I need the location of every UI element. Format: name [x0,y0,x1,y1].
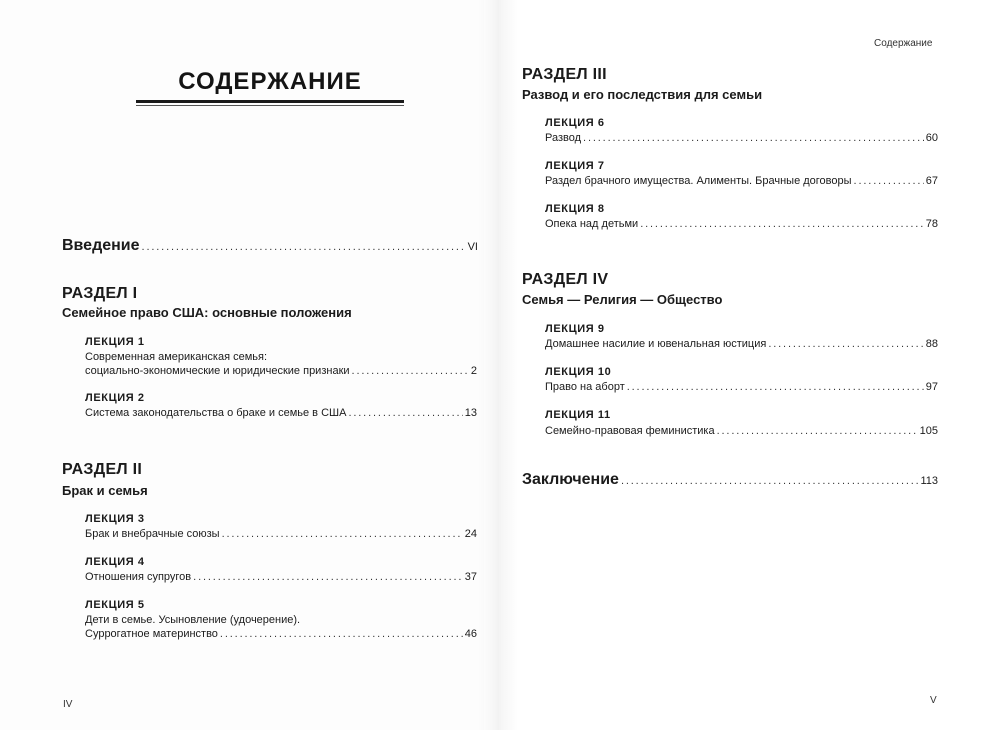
lecture-8-title: Опека над детьми [545,218,639,230]
lecture-1-line-2: социально-экономические и юридические признаки [85,365,350,377]
lecture-11-page: 105 [919,425,938,437]
leader-dots [193,570,463,584]
toc-entry-lecture-1[interactable] [85,364,477,378]
intro-page: VI [467,241,478,253]
lecture-3-title: Брак и внебрачные союзы [85,528,220,540]
section-2-title: Брак и семья [62,483,148,498]
lecture-8-label: ЛЕКЦИЯ 8 [545,203,605,215]
lecture-6-page: 60 [925,132,938,144]
section-1-label: РАЗДЕЛ I [62,285,138,302]
section-4-title: Семья — Религия — Общество [522,292,723,307]
lecture-2-title: Система законодательства о браке и семье в США [85,407,347,419]
lecture-10-title: Право на аборт [545,381,625,393]
lecture-5-line-1[interactable]: Дети в семье. Усыновление (удочерение). [85,614,301,626]
toc-entry-lecture-6[interactable] [545,131,938,145]
lecture-4-label: ЛЕКЦИЯ 4 [85,556,145,568]
lecture-4-page: 37 [464,571,477,583]
lecture-1-line-1[interactable]: Современная американская семья: [85,351,268,363]
lecture-7-page: 67 [925,175,938,187]
lecture-11-title: Семейно-правовая феминистика [545,425,715,437]
lecture-10-page: 97 [925,381,938,393]
toc-entry-lecture-9[interactable] [545,337,938,351]
lecture-2-page: 13 [464,407,477,419]
lecture-1-page: 2 [470,365,477,377]
heading-rule [136,100,404,103]
toc-entry-lecture-10[interactable] [545,380,938,394]
section-4-label: РАЗДЕЛ IV [522,271,609,288]
toc-entry-lecture-5[interactable] [85,627,477,641]
section-3-title: Развод и его последствия для семьи [522,87,763,102]
lecture-5-line-2: Суррогатное материнство [85,628,218,640]
section-2-label: РАЗДЕЛ II [62,461,143,478]
toc-entry-lecture-7[interactable] [545,174,938,188]
leader-dots [348,406,462,420]
leader-dots [621,471,919,491]
lecture-5-label: ЛЕКЦИЯ 5 [85,599,145,611]
toc-entry-lecture-3[interactable] [85,527,477,541]
leader-dots [142,237,466,257]
lecture-9-page: 88 [925,338,938,350]
conclusion-label: Заключение [522,471,619,488]
leader-dots [220,627,463,641]
lecture-9-label: ЛЕКЦИЯ 9 [545,323,605,335]
lecture-8-page: 78 [925,218,938,230]
lecture-9-title: Домашнее насилие и ювенальная юстиция [545,338,767,350]
lecture-1-label: ЛЕКЦИЯ 1 [85,336,145,348]
lecture-6-title: Развод [545,132,582,144]
left-folio: IV [63,699,73,710]
toc-entry-conclusion[interactable] [522,470,938,491]
toc-entry-lecture-4[interactable] [85,570,477,584]
toc-entry-lecture-8[interactable] [545,217,938,231]
leader-dots [640,217,924,231]
toc-entry-intro[interactable] [62,236,478,257]
heading-rule-thin [136,105,404,106]
toc-entry-lecture-2[interactable] [85,406,477,420]
lecture-3-page: 24 [464,528,477,540]
leader-dots [352,364,469,378]
lecture-11-label: ЛЕКЦИЯ 11 [545,409,611,421]
toc-entry-lecture-11[interactable] [545,424,938,438]
section-3-label: РАЗДЕЛ III [522,66,607,83]
lecture-2-label: ЛЕКЦИЯ 2 [85,392,145,404]
leader-dots [717,424,918,438]
leader-dots [583,131,924,145]
lecture-5-page: 46 [464,628,477,640]
leader-dots [768,337,923,351]
lecture-3-label: ЛЕКЦИЯ 3 [85,513,145,525]
intro-label: Введение [62,237,140,254]
lecture-7-title: Раздел брачного имущества. Алименты. Брачные договоры [545,175,852,187]
conclusion-page: 113 [920,475,938,487]
leader-dots [222,527,463,541]
leader-dots [854,174,924,188]
right-folio: V [930,695,937,706]
lecture-10-label: ЛЕКЦИЯ 10 [545,366,612,378]
lecture-6-label: ЛЕКЦИЯ 6 [545,117,605,129]
section-1-title: Семейное право США: основные положения [62,305,352,320]
running-head: Содержание [874,38,933,49]
lecture-7-label: ЛЕКЦИЯ 7 [545,160,605,172]
lecture-4-title: Отношения супругов [85,571,192,583]
toc-heading: СОДЕРЖАНИЕ [178,68,362,95]
right-page [486,0,1000,730]
leader-dots [627,380,924,394]
